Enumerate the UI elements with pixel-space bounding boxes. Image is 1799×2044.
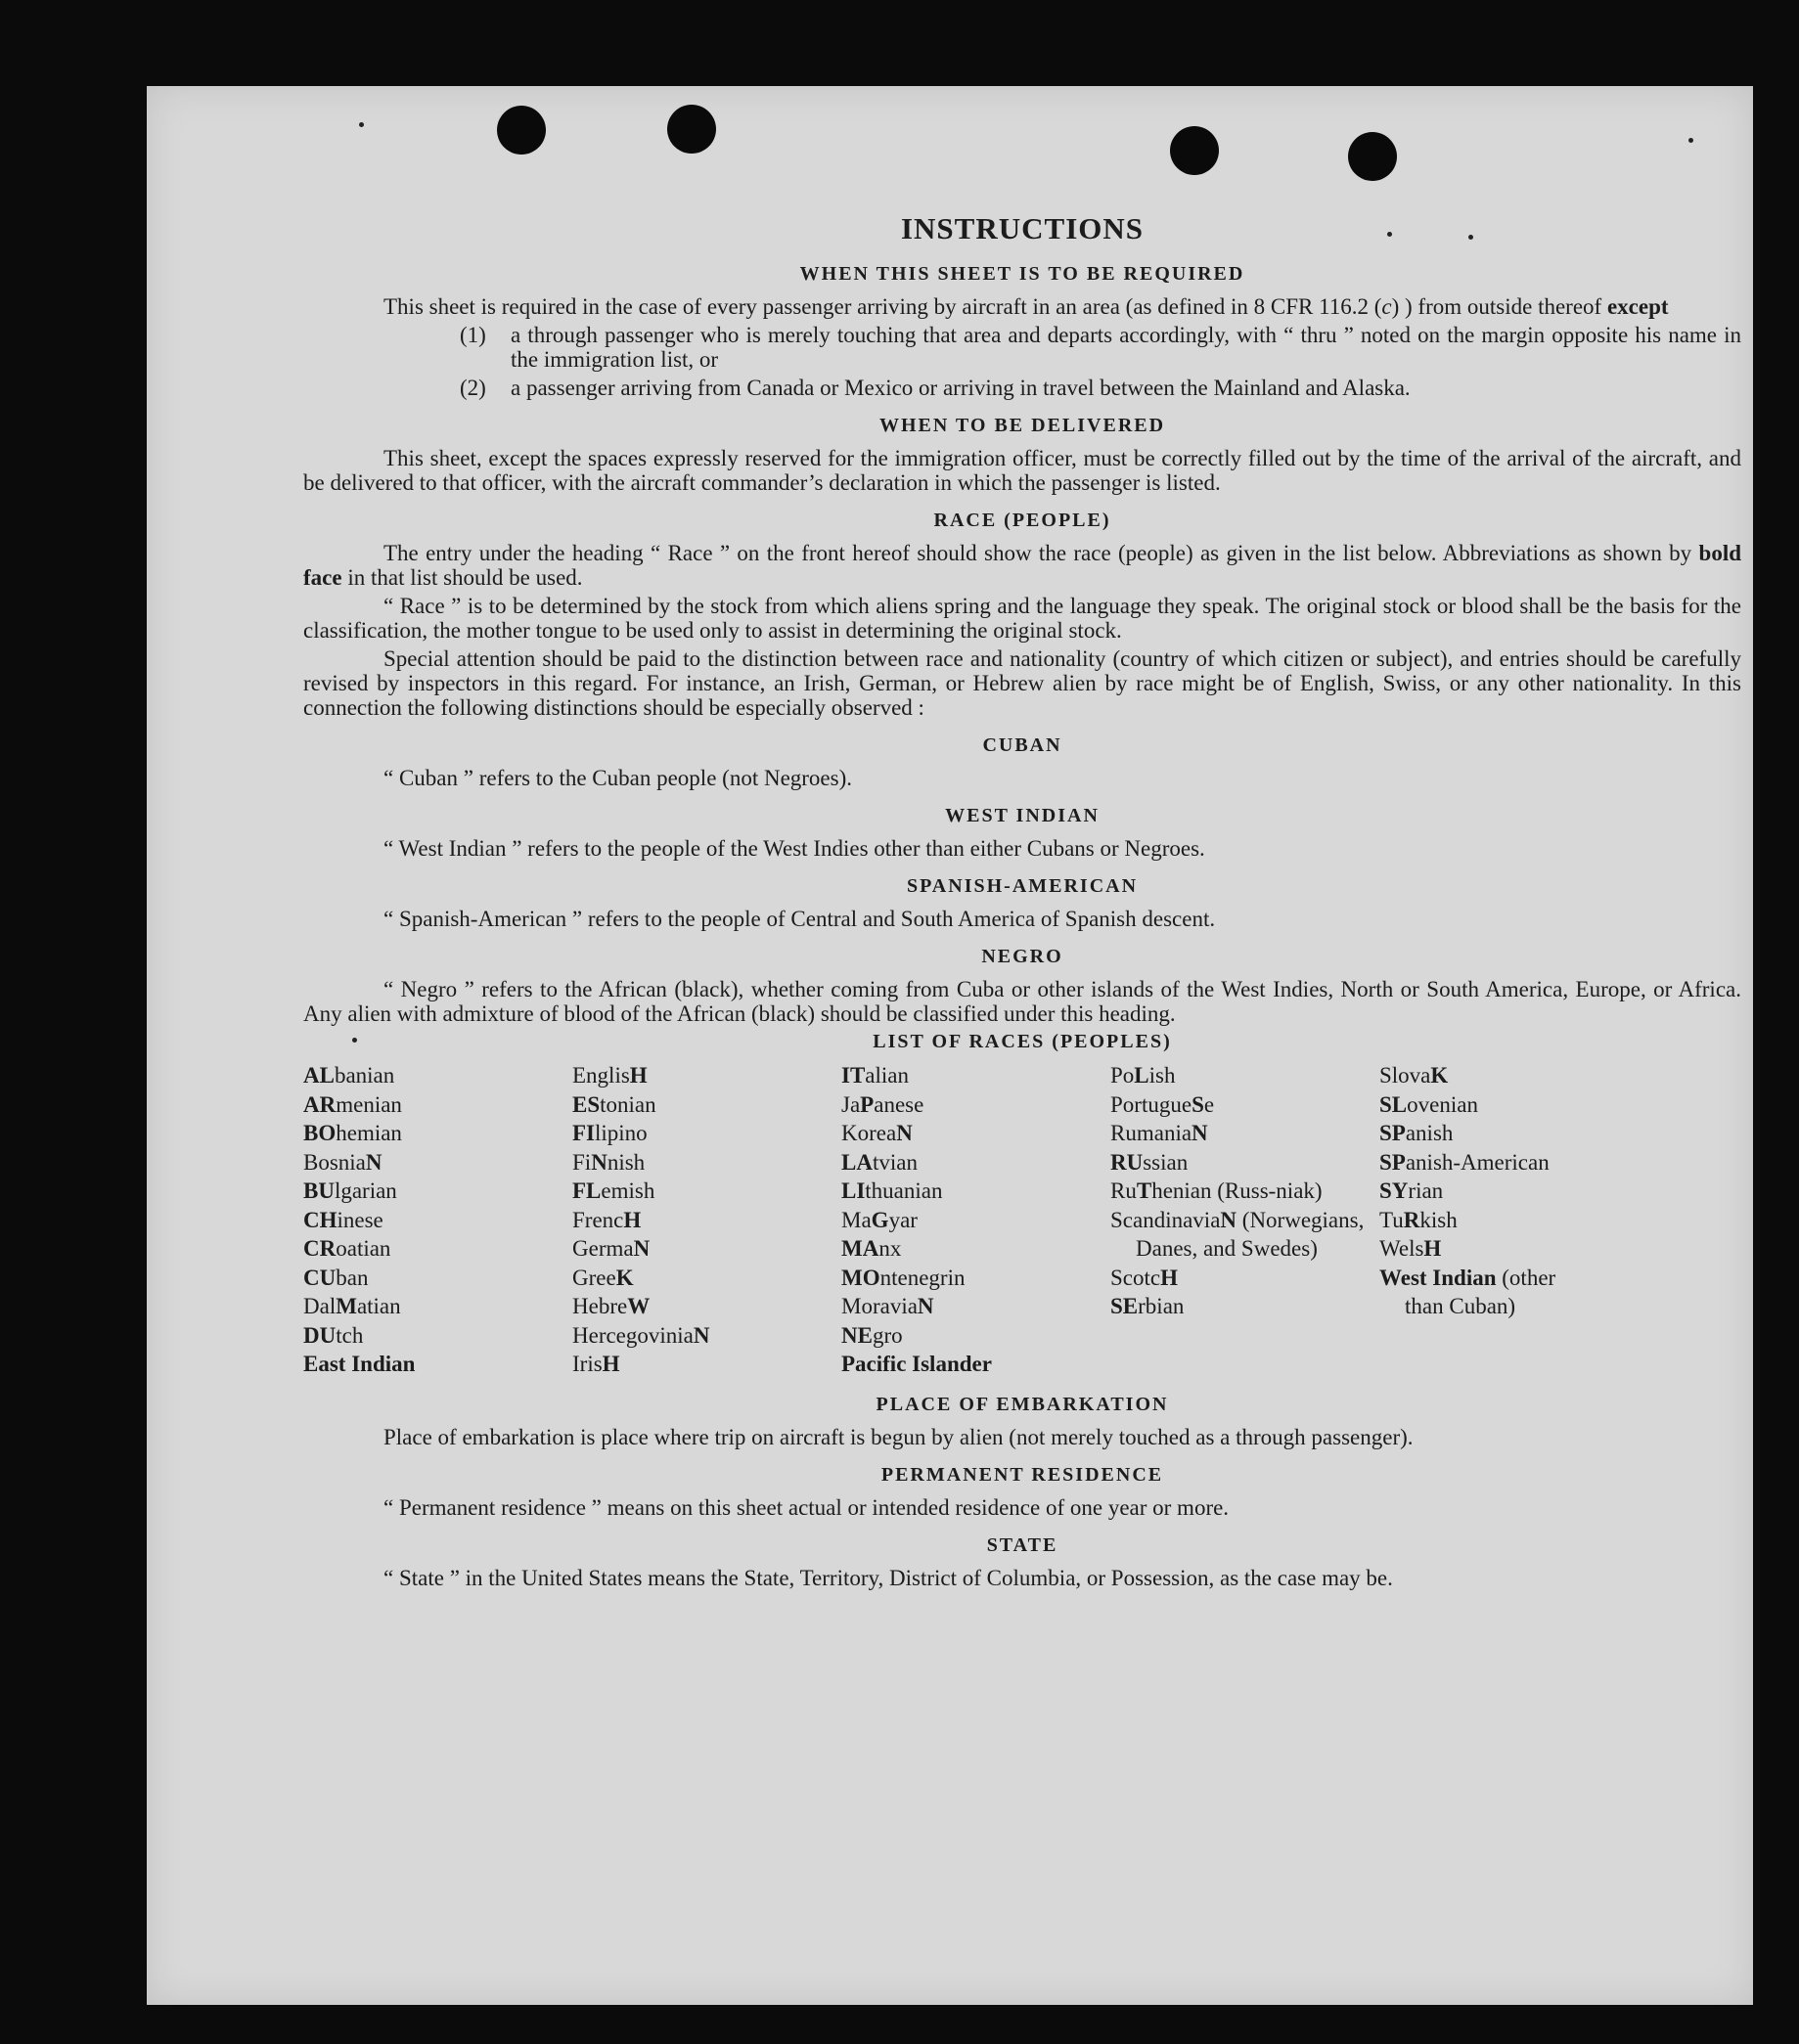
item-number: (2) <box>460 376 486 400</box>
race-entry: DUtch <box>303 1322 364 1348</box>
race-entry: HebreW <box>572 1294 651 1318</box>
race-entry: FIlipino <box>572 1121 648 1145</box>
section-paragraph: “ Spanish-American ” refers to the people of Central and South America of Spanish descent. <box>383 907 1216 931</box>
race-column <box>1379 1061 1575 1379</box>
race-entry: PortugueSe <box>1110 1091 1215 1117</box>
race-entry: EStonian <box>572 1091 656 1117</box>
race-entry: IrisH <box>572 1352 620 1376</box>
race-entry: Pacific Islander <box>841 1352 992 1376</box>
race-entry: ScotcH <box>1110 1265 1178 1290</box>
race-entry: CUban <box>303 1265 369 1290</box>
punch-hole <box>497 106 546 155</box>
list-item <box>460 323 1741 372</box>
item-text: a through passenger who is merely touching that area and departs accordingly, with “ thru ” noted on the margin opposite his name in the immigration list, or <box>511 323 1741 372</box>
section-heading: SPANISH-AMERICAN <box>906 875 1139 897</box>
punch-hole <box>667 105 716 154</box>
section-heading: WHEN TO BE DELIVERED <box>878 415 1166 436</box>
section-heading: WEST INDIAN <box>945 805 1100 826</box>
race-entry: RuThenian (Russ-niak) <box>1110 1178 1323 1203</box>
race-entry: MaGyar <box>841 1207 918 1232</box>
section-paragraph: “ Negro ” refers to the African (black), whether coming from Cuba or other islands of the West Indies, North or South America, Europe, or Africa. Any alien with admixture of blood of the African (black) should be classified under this heading. <box>303 977 1741 1026</box>
section-paragraph: This sheet is required in the case of every passenger arriving by aircraft in an area (as defined in 8 CFR 116.2 (c) ) from outside thereof except <box>383 294 1669 319</box>
speck-mark <box>1688 138 1693 143</box>
race-entry: KoreaN <box>841 1121 913 1145</box>
race-column <box>572 1061 841 1379</box>
race-entry: DalMatian <box>303 1294 401 1318</box>
race-column <box>303 1061 572 1379</box>
race-entry: GermaN <box>572 1236 651 1261</box>
section-paragraph: “ Cuban ” refers to the Cuban people (not Negroes). <box>383 766 853 790</box>
race-entry: JaPanese <box>841 1091 924 1117</box>
race-entry: WelsH <box>1379 1236 1442 1261</box>
item-text: a passenger arriving from Canada or Mexico or arriving in travel between the Mainland and Alaska. <box>511 376 1411 400</box>
section-heading: LIST OF RACES (PEOPLES) <box>873 1031 1172 1052</box>
race-entry: EnglisH <box>572 1063 648 1088</box>
race-entry: LAtvian <box>841 1149 918 1175</box>
item-number: (1) <box>460 323 486 347</box>
section-heading: RACE (PEOPLE) <box>933 510 1111 531</box>
race-entry: NEgro <box>841 1322 903 1348</box>
section-heading: PLACE OF EMBARKATION <box>876 1393 1169 1415</box>
section-paragraph: Special attention should be paid to the distinction between race and nationality (country of which citizen or subject), and entries should be carefully revised by inspectors in this regard. For instance, an Irish, German, or Hebrew alien by race might be of English, Swiss, or any other nationality. In this connection the following distinctions should be especially observed : <box>303 646 1741 720</box>
race-entry: LIthuanian <box>841 1178 943 1203</box>
section-heading: STATE <box>986 1533 1058 1556</box>
race-entry: CHinese <box>303 1207 383 1232</box>
race-entry: ALbanian <box>303 1063 395 1088</box>
section-paragraph: “ West Indian ” refers to the people of the West Indies other than either Cubans or Negroes. <box>383 836 1205 861</box>
section-paragraph: This sheet, except the spaces expressly reserved for the immigration officer, must be correctly filled out by the time of the arrival of the aircraft, and be delivered to that officer, with the aircraft commander’s declaration in which the passenger is listed. <box>303 446 1741 495</box>
race-entry: GreeK <box>572 1265 634 1290</box>
race-entry: East Indian <box>303 1352 416 1376</box>
section-heading: WHEN THIS SHEET IS TO BE REQUIRED <box>799 263 1245 285</box>
race-entry: RUssian <box>1110 1149 1189 1175</box>
race-entry: TuRkish <box>1379 1207 1458 1232</box>
race-entry: RumaniaN <box>1110 1121 1208 1145</box>
race-entry: CRoatian <box>303 1236 391 1261</box>
section-paragraph: The entry under the heading “ Race ” on the front hereof should show the race (people) as given in the list below. Abbreviations as shown by bold face in that list should be used. <box>303 541 1742 590</box>
instructions-content <box>303 209 1741 1594</box>
race-entry: West Indian (other than Cuban) <box>1379 1265 1556 1318</box>
speck-mark <box>359 122 364 127</box>
race-entry: SlovaK <box>1379 1063 1449 1088</box>
section-paragraph: “ Race ” is to be determined by the stock from which aliens spring and the language they speak. The original stock or blood shall be the basis for the classification, the mother tongue to be used only to assist in determining the original stock. <box>303 594 1741 643</box>
document-sheet <box>147 86 1753 2005</box>
section-heading: PERMANENT RESIDENCE <box>880 1463 1164 1486</box>
race-entry: MAnx <box>841 1236 902 1261</box>
race-entry: SYrian <box>1379 1178 1444 1203</box>
race-entry: SErbian <box>1110 1294 1185 1318</box>
race-entry: BOhemian <box>303 1121 402 1145</box>
race-entry: FLemish <box>572 1178 655 1203</box>
race-entry: MOntenegrin <box>841 1265 966 1290</box>
race-entry: PoLish <box>1110 1063 1176 1088</box>
race-entry: FiNnish <box>572 1149 646 1175</box>
punch-hole <box>1348 132 1397 181</box>
section-paragraph: “ Permanent residence ” means on this sheet actual or intended residence of one year or more. <box>383 1494 1230 1520</box>
section-paragraph: “ State ” in the United States means the State, Territory, District of Columbia, or Possession, as the case may be. <box>383 1565 1393 1590</box>
race-column <box>1110 1061 1379 1379</box>
race-column <box>841 1061 1110 1379</box>
race-entry: ScandinaviaN (Norwegians, Danes, and Swedes) <box>1110 1207 1365 1261</box>
race-entry: SPanish-American <box>1379 1149 1550 1175</box>
section-paragraph: Place of embarkation is place where trip on aircraft is begun by alien (not merely touched as a through passenger). <box>383 1424 1414 1449</box>
race-entry: ITalian <box>841 1063 909 1088</box>
page-title: INSTRUCTIONS <box>900 211 1144 245</box>
section-heading: CUBAN <box>982 734 1062 756</box>
race-entry: BUlgarian <box>303 1178 397 1203</box>
race-entry: HercegoviniaN <box>572 1322 710 1348</box>
race-entry: MoraviaN <box>841 1294 934 1318</box>
race-entry: FrencH <box>572 1207 642 1232</box>
race-list <box>303 1061 1741 1379</box>
race-entry: ARmenian <box>303 1091 402 1117</box>
section-heading: NEGRO <box>981 946 1063 967</box>
list-item <box>460 376 1741 400</box>
punch-hole <box>1170 126 1219 175</box>
race-entry: SPanish <box>1379 1121 1454 1145</box>
race-entry: SLovenian <box>1379 1091 1478 1117</box>
race-entry: BosniaN <box>303 1149 382 1175</box>
